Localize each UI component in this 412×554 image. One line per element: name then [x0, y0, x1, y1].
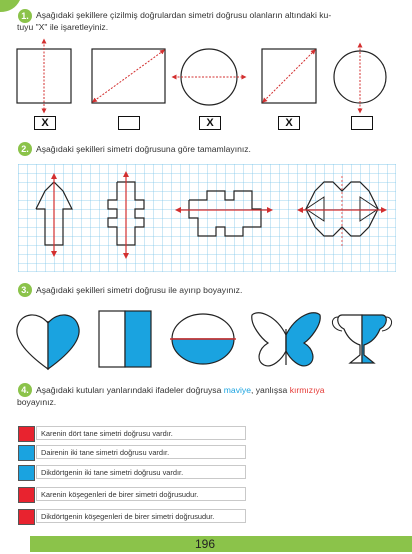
q1-answer-box-2[interactable] [118, 116, 140, 130]
question-1-number: 1. [18, 9, 32, 23]
q3-shapes [0, 305, 412, 375]
q3-trophy-shape [332, 315, 391, 363]
q1-answer-box-3[interactable]: X [199, 116, 221, 130]
q1-rectangle-diagonal [92, 49, 165, 103]
question-2-number: 2. [18, 142, 32, 156]
q4-color-box-2[interactable] [18, 445, 35, 461]
question-4-number: 4. [18, 383, 32, 397]
q4-word-true: maviye [223, 385, 251, 395]
q4-color-box-3[interactable] [18, 465, 35, 481]
q1-square-diagonal [262, 49, 316, 103]
question-4-text-line1 [36, 385, 325, 396]
q4-word-false: kırmızıya [289, 385, 325, 395]
q4-statement-text-4: Karenin köşegenleri de birer simetri doğrusudur. [36, 487, 246, 501]
q1-circle-horizontal-line [174, 49, 244, 105]
q4-statement-text-5: Dikdörtgenin köşegenleri de birer simetri doğrusudur. [36, 509, 246, 523]
q1-square-vertical-line [17, 41, 71, 111]
q3-butterfly-shape [252, 313, 320, 366]
q4-statement-2 [18, 443, 248, 461]
question-3-number: 3. [18, 283, 32, 297]
q1-answer-box-1[interactable]: X [34, 116, 56, 130]
q1-circle-vertical-line [334, 45, 386, 111]
q4-color-box-4[interactable] [18, 487, 35, 503]
q4-statement-4 [18, 485, 248, 503]
q4-statement-1 [18, 424, 248, 442]
question-3-text: Aşağıdaki şekilleri simetri doğrusu ile ayırıp boyayınız. [36, 285, 243, 295]
page-number: 196 [194, 537, 216, 551]
question-1-text-line2: tuyu "X" ile işaretleyiniz. [17, 22, 109, 32]
q2-grid [18, 164, 396, 272]
q4-statement-text-2: Dairenin iki tane simetri doğrusu vardır. [36, 445, 246, 459]
q4-text-middle: , yanlışsa [250, 385, 290, 395]
q1-answer-box-5[interactable] [351, 116, 373, 130]
q4-statement-3 [18, 463, 248, 481]
q4-statement-text-1: Karenin dört tane simetri doğrusu vardır. [36, 426, 246, 440]
question-1-text-line1: Aşağıdaki şekillere çizilmiş doğrulardan simetri doğrusu olanların altındaki ku- [36, 10, 332, 20]
q4-color-box-5[interactable] [18, 509, 35, 525]
q4-text-before: Aşağıdaki kutuları yanlarındaki ifadeler doğruysa [36, 385, 224, 395]
q4-statement-text-3: Dikdörtgenin iki tane simetri doğrusu vardır. [36, 465, 246, 479]
q3-ellipse-shape [170, 314, 236, 364]
q4-color-box-1[interactable] [18, 426, 35, 442]
question-2-text: Aşağıdaki şekilleri simetri doğrusuna göre tamamlayınız. [36, 144, 251, 154]
q3-rectangle-shape [99, 311, 151, 367]
q1-answer-box-4[interactable]: X [278, 116, 300, 130]
question-4-text-line2: boyayınız. [17, 397, 57, 407]
q3-heart-shape [17, 315, 79, 369]
q4-statement-5 [18, 507, 248, 525]
